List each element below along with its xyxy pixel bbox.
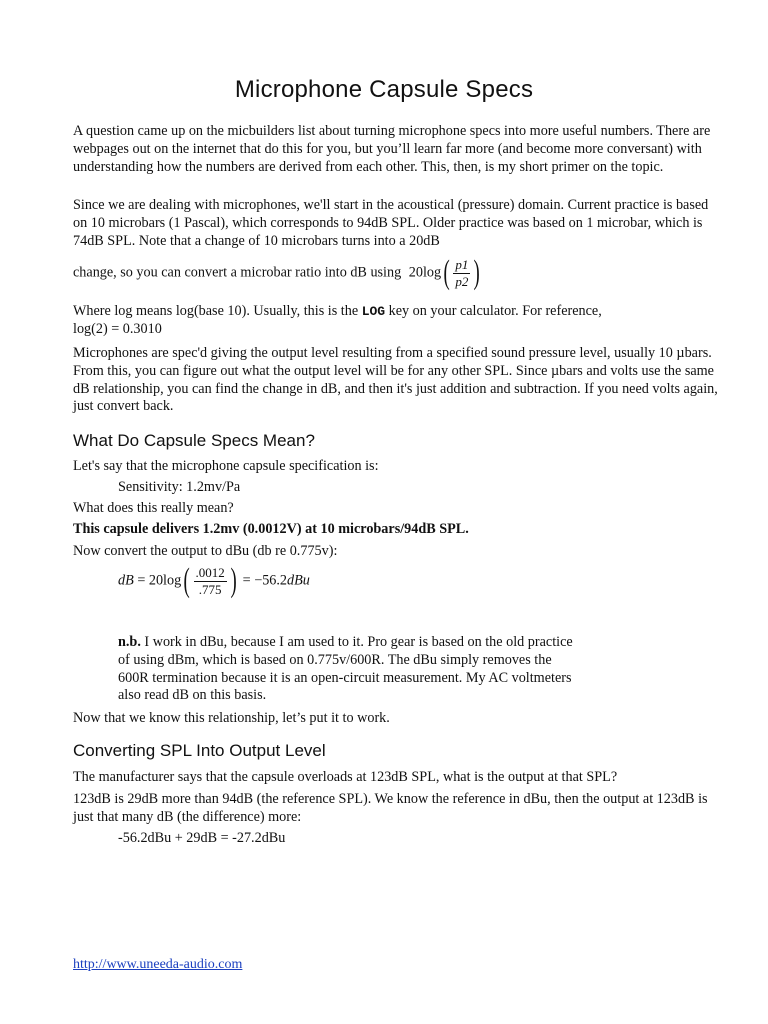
dbu-equation	[73, 564, 768, 598]
difference-paragraph: 123dB is 29dB more than 94dB (the reference SPL). We know the reference in dBu, then the output at 123dB is just that many dB (the difference) more:	[73, 791, 708, 825]
formula-lead-text: change, so you can convert a microbar ratio into dB using	[73, 264, 402, 281]
nb-note	[73, 634, 768, 705]
log-text-a: Where log means log(base 10). Usually, this is the	[73, 303, 359, 319]
log-text-b: key on your calculator. For reference,	[388, 303, 602, 319]
eq-fraction	[194, 565, 227, 598]
section-heading-capsule-specs: What Do Capsule Specs Mean?	[73, 431, 315, 450]
result-line: -56.2dBu + 29dB = -27.2dBu	[118, 830, 286, 846]
intro-paragraph-1: A question came up on the micbuilders list about turning microphone specs into more useful numbers. There are webpages out on the internet that do this for you, but you’ll learn far more (and become more conversant) with understanding how the numbers are derived from each other. This, then, is my short primer on the topic.	[73, 123, 711, 175]
page-title: Microphone Capsule Specs	[234, 76, 534, 103]
eq-lhs: dB	[118, 572, 134, 589]
overload-question: The manufacturer says that the capsule overloads at 123dB SPL, what is the output at that SPL?	[73, 769, 618, 785]
nb-line-4: also read dB on this basis.	[118, 687, 267, 704]
eq-left-paren: (	[183, 562, 190, 599]
ratio-formula	[409, 256, 483, 290]
intro-paragraph-2: Since we are dealing with microphones, we'll start in the acoustical (pressure) domain. Current practice is based on 10 microbars (1 Pascal), which corresponds to 94dB SPL. Older practice was based on 1 microbar, which is 74dB SPL. Note that a change of 10 microbars turns into a 20dB	[73, 197, 709, 249]
nb-line-3: 600R termination because it is an open-circuit measurement. My AC voltmeters	[118, 669, 572, 686]
nb-label: n.b.	[118, 634, 141, 650]
intro-paragraph-3	[73, 303, 723, 339]
right-paren: )	[473, 254, 481, 291]
nb-line-2: of using dBm, which is based on 0.775v/600R. The dBu simply removes the	[118, 651, 552, 668]
capsule-delivers-line: This capsule delivers 1.2mv (0.0012V) at 10 microbars/94dB SPL.	[73, 521, 469, 537]
spec-intro-line: Let's say that the microphone capsule specification is:	[73, 458, 379, 474]
eq-denominator: .775	[198, 581, 222, 597]
eq-result: = −56.2	[239, 572, 288, 589]
question-line: What does this really mean?	[73, 500, 234, 516]
nb-line-1: I work in dBu, because I am used to it. Pro gear is based on the old practice	[140, 634, 573, 650]
eq-right-paren: )	[230, 562, 237, 599]
left-paren: (	[443, 254, 450, 291]
section-heading-converting-spl: Converting SPL Into Output Level	[73, 741, 326, 760]
formula-fraction	[453, 257, 470, 290]
relationship-line: Now that we know this relationship, let’s put it to work.	[73, 710, 390, 726]
sensitivity-line: Sensitivity: 1.2mv/Pa	[118, 479, 241, 495]
log-text-c: log(2) = 0.3010	[73, 320, 162, 337]
eq-numerator: .0012	[195, 564, 225, 580]
formula-line	[73, 256, 723, 290]
convert-line: Now convert the output to dBu (db re 0.775v):	[73, 543, 338, 559]
eq-result-unit: dBu	[287, 572, 310, 589]
formula-numerator: p1	[455, 256, 469, 272]
formula-denominator: p2	[455, 273, 469, 289]
eq-mid: = 20log	[133, 572, 182, 589]
log-key-label: LOG	[361, 304, 386, 319]
formula-prefix: 20log	[408, 264, 442, 281]
intro-paragraph-4: Microphones are spec'd giving the output level resulting from a specified sound pressure level, usually 10 µbars. From this, you can figure out what the output level will be for any other SPL. Since µbars and volts use the same dB relationship, you can find the change in dB, and then it's just addition and subtraction. If you need volts again, just convert back.	[73, 345, 718, 415]
footer-website-link[interactable]: http://www.uneeda-audio.com	[73, 957, 243, 972]
